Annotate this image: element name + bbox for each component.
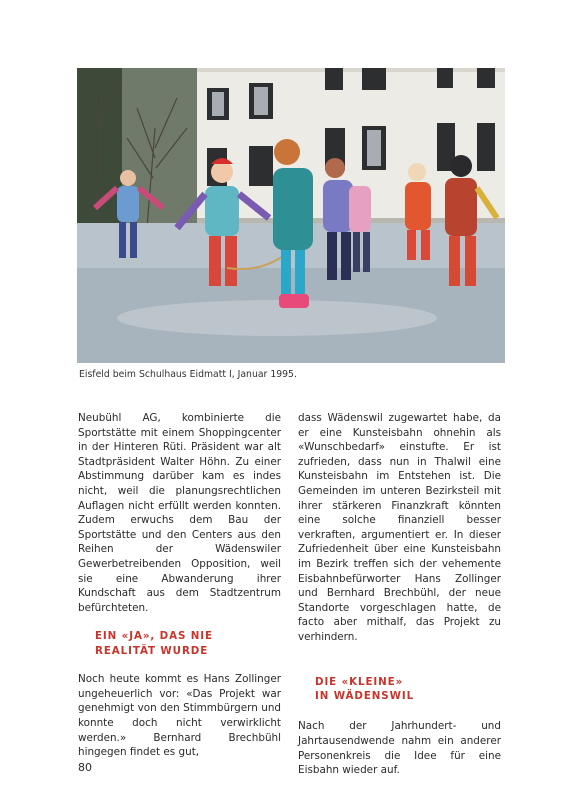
paragraph: Noch heute kommt es Hans Zollinger ungeheuerlich vor: «Das Projekt war genehmigt von den Stimmbürgern und konnte doch nicht verwirklicht werden.» Bernhard Brechbühl hingegen findet es gut, bbox=[78, 673, 281, 759]
paragraph: dass Wädenswil zugewartet habe, da er eine Kunsteisbahn ohnehin als «Wunschbedarf» einstufte. Er ist zufrieden, dass nun in Thalwil eine Kunsteisbahn im Entstehen ist. Die Gemeinden im unteren Bezirksteil mit ihrer stärkeren Finanzkraft könnten eine solche finanziell besser verkraften, argumentiert er. In dieser Zufriedenheit über eine Kunsteisbahn im Bezirk treffen sich der vehemente Eisbahnbefürworter Hans Zollinger und Bernhard Brechbühl, der neue Standorte vorgeschlagen hatte, de facto aber mithalf, das Projekt zu verhindern. bbox=[298, 412, 501, 643]
page-number: 80 bbox=[78, 761, 92, 774]
paragraph: Neubühl AG, kombinierte die Sportstätte mit einem Shoppingcenter in der Hinteren Rüti. Präsident war alt Stadtpräsident Walter Höhn. Zu einer Abstimmung darüber kam es indes nicht, weil die planungsrechtlichen Auflagen nicht erfüllt werden konnten. Zudem erwuchs dem Bau der Sportstätte und den Centers aus den Reihen der Wädenswiler Gewerbetreibenden Opposition, weil sie eine Abwanderung ihrer Kundschaft aus dem Stadtzentrum befürchteten. bbox=[78, 412, 281, 614]
photo-caption: Eisfeld beim Schulhaus Eidmatt I, Januar 1995. bbox=[79, 369, 297, 380]
photo-ice-field bbox=[77, 68, 505, 363]
text-column-right bbox=[298, 411, 501, 778]
heading-line: IN WÄDENSWIL bbox=[315, 689, 415, 702]
paragraph: Nach der Jahrhundert- und Jahrtausendwende nahm ein anderer Personenkreis die Idee für eine Eisbahn wieder auf. bbox=[298, 720, 501, 777]
heading-line: EIN «JA», DAS NIE bbox=[95, 630, 213, 643]
heading-line: REALITÄT WURDE bbox=[95, 644, 209, 657]
text-column-left bbox=[78, 411, 281, 760]
section-heading-kleine bbox=[298, 675, 501, 704]
section-heading-ja bbox=[78, 629, 281, 658]
heading-line: DIE «KLEINE» bbox=[315, 675, 404, 688]
photo-illustration bbox=[77, 68, 505, 363]
